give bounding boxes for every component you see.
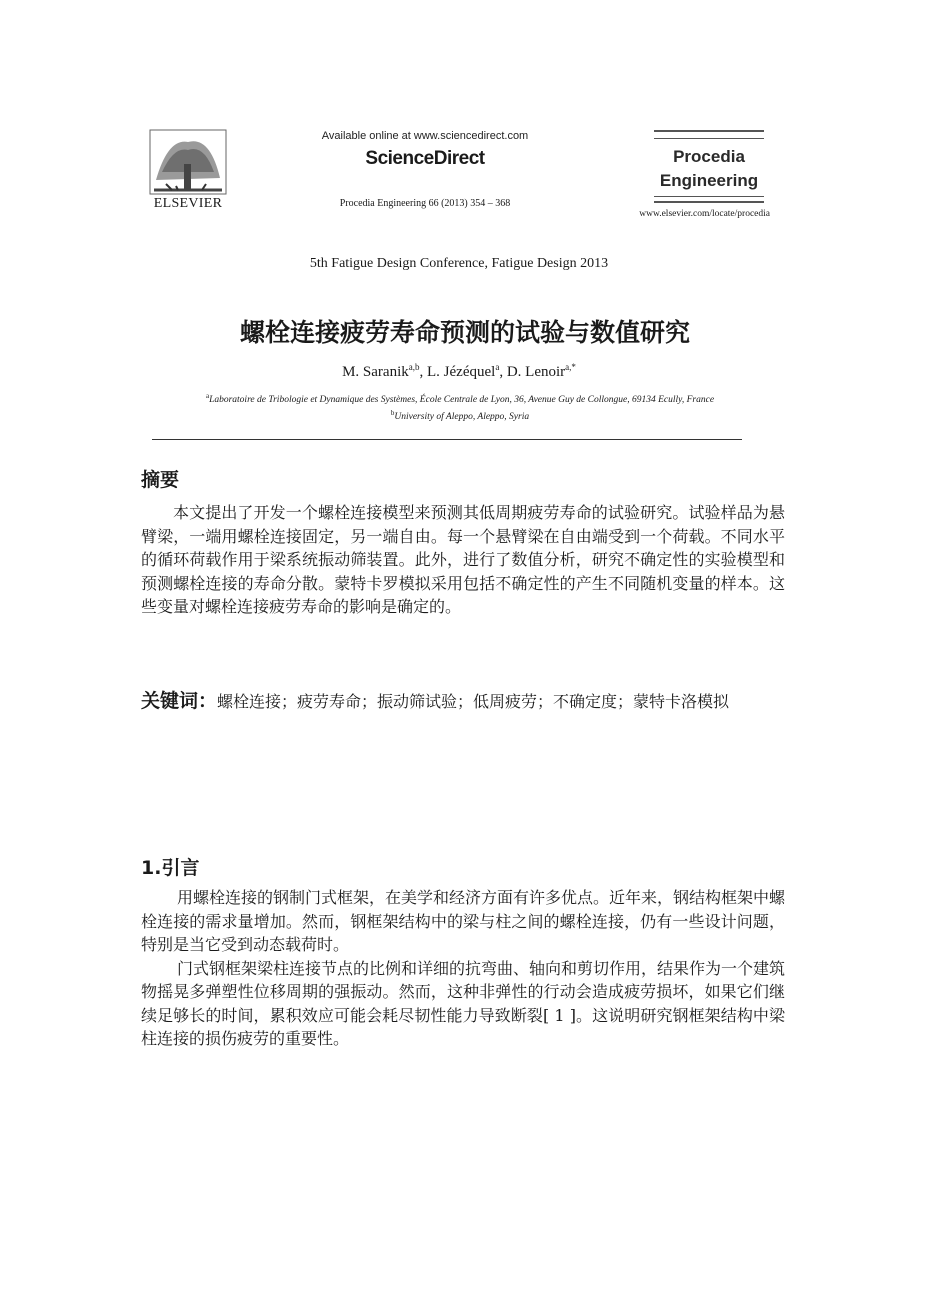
available-online-text: Available online at www.sciencedirect.com <box>321 130 529 142</box>
author-list: M. Saranik$^{a,b}$, L. Jézéquel$^a$, D. Lenoir$^{a,*}$ <box>342 362 576 380</box>
procedia-line1: Procedia <box>673 147 745 166</box>
procedia-engineering-logo <box>654 145 764 193</box>
author-affiliation-mark: a <box>495 362 500 372</box>
elsevier-label: ELSEVIER <box>153 196 223 211</box>
journal-reference: Procedia Engineering 66 (2013) 354 – 368 <box>339 198 511 209</box>
tree-icon <box>148 128 228 198</box>
affiliations <box>150 390 770 424</box>
introduction-paragraph: 门式钢框架梁柱连接节点的比例和详细的抗弯曲、轴向和剪切作用，结果作为一个建筑物摇晃多弹塑性位移周期的强振动。然而，这种非弹性的行动会造成疲劳损坏，如果它们继续足够长的时间，累积效应可能会耗尽韧性能力导致断裂[ 1 ]。这说明研究钢框架结构中梁柱连接的损伤疲劳的重要性。 <box>141 958 786 1048</box>
procedia-line2: Engineering <box>659 171 759 190</box>
abstract-text: 本文提出了开发一个螺栓连接模型来预测其低周期疲劳寿命的试验研究。试验样品为悬臂梁，一端用螺栓连接固定，另一端自由。每一个悬臂梁在自由端受到一个荷载。不同水平的循环荷载作用于梁系统振动筛装置。此外，进行了数值分析，研究不确定性的实验模型和预测螺栓连接的寿命分散。蒙特卡罗模拟采用包括不确定性的产生不同随机变量的样本。这些变量对螺栓连接疲劳寿命的影响是确定的。 <box>141 503 785 616</box>
procedia-divider-bottom <box>654 196 764 203</box>
paper-title: 螺栓连接疲劳寿命预测的试验与数值研究 <box>239 318 690 347</box>
conference-name: 5th Fatigue Design Conference, Fatigue Design 2013 <box>309 256 609 271</box>
keywords-text: 螺栓连接；疲劳寿命；振动筛试验；低周疲劳；不确定度；蒙特卡洛模拟 <box>217 692 730 711</box>
author-name: M. Saranik <box>342 364 409 380</box>
header-divider <box>152 439 742 440</box>
author-affiliation-mark: a,b <box>408 362 420 372</box>
author-name: D. Lenoir <box>506 364 566 380</box>
author-name: L. Jézéquel <box>427 364 496 380</box>
author-affiliation-mark: a,* <box>565 362 576 372</box>
sciencedirect-logo: ScienceDirect <box>365 148 485 169</box>
keywords-block <box>141 684 785 719</box>
introduction-paragraph: 用螺栓连接的钢制门式框架，在美学和经济方面有许多优点。近年来，钢结构框架中螺栓连接的需求量增加。然而，钢框架结构中的梁与柱之间的螺栓连接，仍有一些设计问题，特别是当它受到动态载荷时。 <box>141 888 786 954</box>
introduction-heading: 1.引言 <box>141 857 200 879</box>
abstract-heading: 摘要 <box>141 469 180 491</box>
affiliation-b: $^b$University of Aleppo, Aleppo, Syria <box>390 409 530 423</box>
introduction-body <box>141 886 785 1051</box>
procedia-divider-top <box>654 130 764 139</box>
procedia-url: www.elsevier.com/locate/procedia <box>639 209 770 219</box>
affiliation-a: $^a$Laboratoire de Tribologie et Dynamique des Systèmes, École Centrale de Lyon, 36, Avenue Guy de Collongue, 69134 Ecully, France <box>205 392 715 406</box>
keywords-label: 关键词： <box>141 690 218 712</box>
